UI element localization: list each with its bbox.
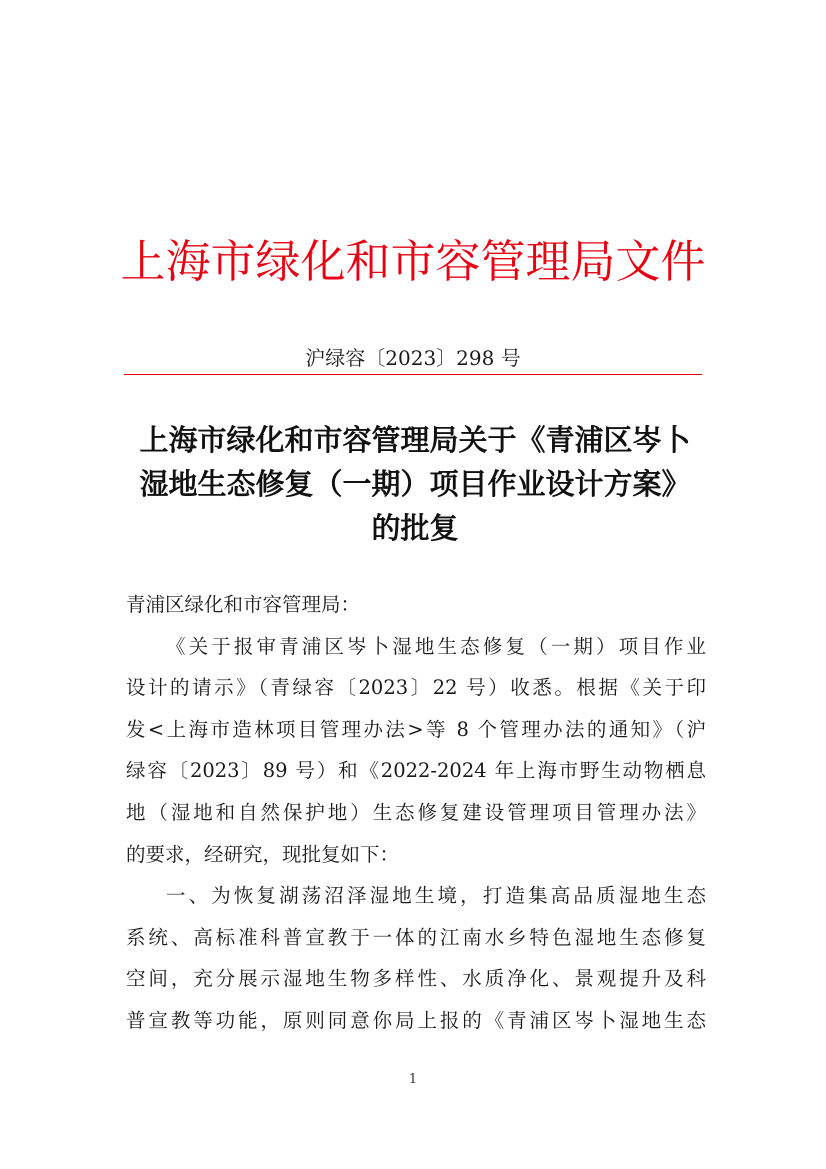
- addressee: 青浦区绿化和市容管理局：: [126, 593, 361, 616]
- document-masthead: 上海市绿化和市容管理局文件: [120, 235, 706, 288]
- document-number: 沪绿容〔2023〕298 号: [305, 346, 521, 370]
- paragraph-line: 空间，充分展示湿地生物多样性、水质净化、景观提升及科: [126, 967, 706, 991]
- page-number: 1: [408, 1072, 418, 1087]
- title-line: 上海市绿化和市容管理局关于《青浦区岑卜: [139, 423, 691, 457]
- paragraph-line: 《关于报审青浦区岑卜湿地生态修复（一期）项目作业: [166, 634, 706, 658]
- title-line: 湿地生态修复（一期）项目作业设计方案》: [139, 467, 691, 501]
- document-body: [126, 584, 706, 1042]
- paragraph-line: 一、为恢复湖荡沼泽湿地生境，打造集高品质湿地生态: [166, 884, 706, 908]
- paragraph-line: 系统、高标准科普宣教于一体的江南水乡特色湿地生态修复: [126, 925, 706, 949]
- document-title: [120, 418, 710, 550]
- paragraph-line: 普宣教等功能，原则同意你局上报的《青浦区岑卜湿地生态: [126, 1008, 706, 1032]
- paragraph-line: 设计的请示》（青绿容〔2023〕22 号）收悉。根据《关于印: [126, 676, 706, 700]
- red-divider-line: [124, 374, 702, 375]
- paragraph-line: 发<上海市造林项目管理办法>等 8 个管理办法的通知》（沪: [126, 717, 706, 741]
- title-line: 的批复: [371, 511, 459, 545]
- paragraph-line: 绿容〔2023〕89 号）和《2022-2024 年上海市野生动物栖息: [126, 759, 706, 783]
- paragraph-line: 地（湿地和自然保护地）生态修复建设管理项目管理办法》: [126, 800, 706, 824]
- paragraph-line: 的要求，经研究，现批复如下：: [126, 842, 400, 866]
